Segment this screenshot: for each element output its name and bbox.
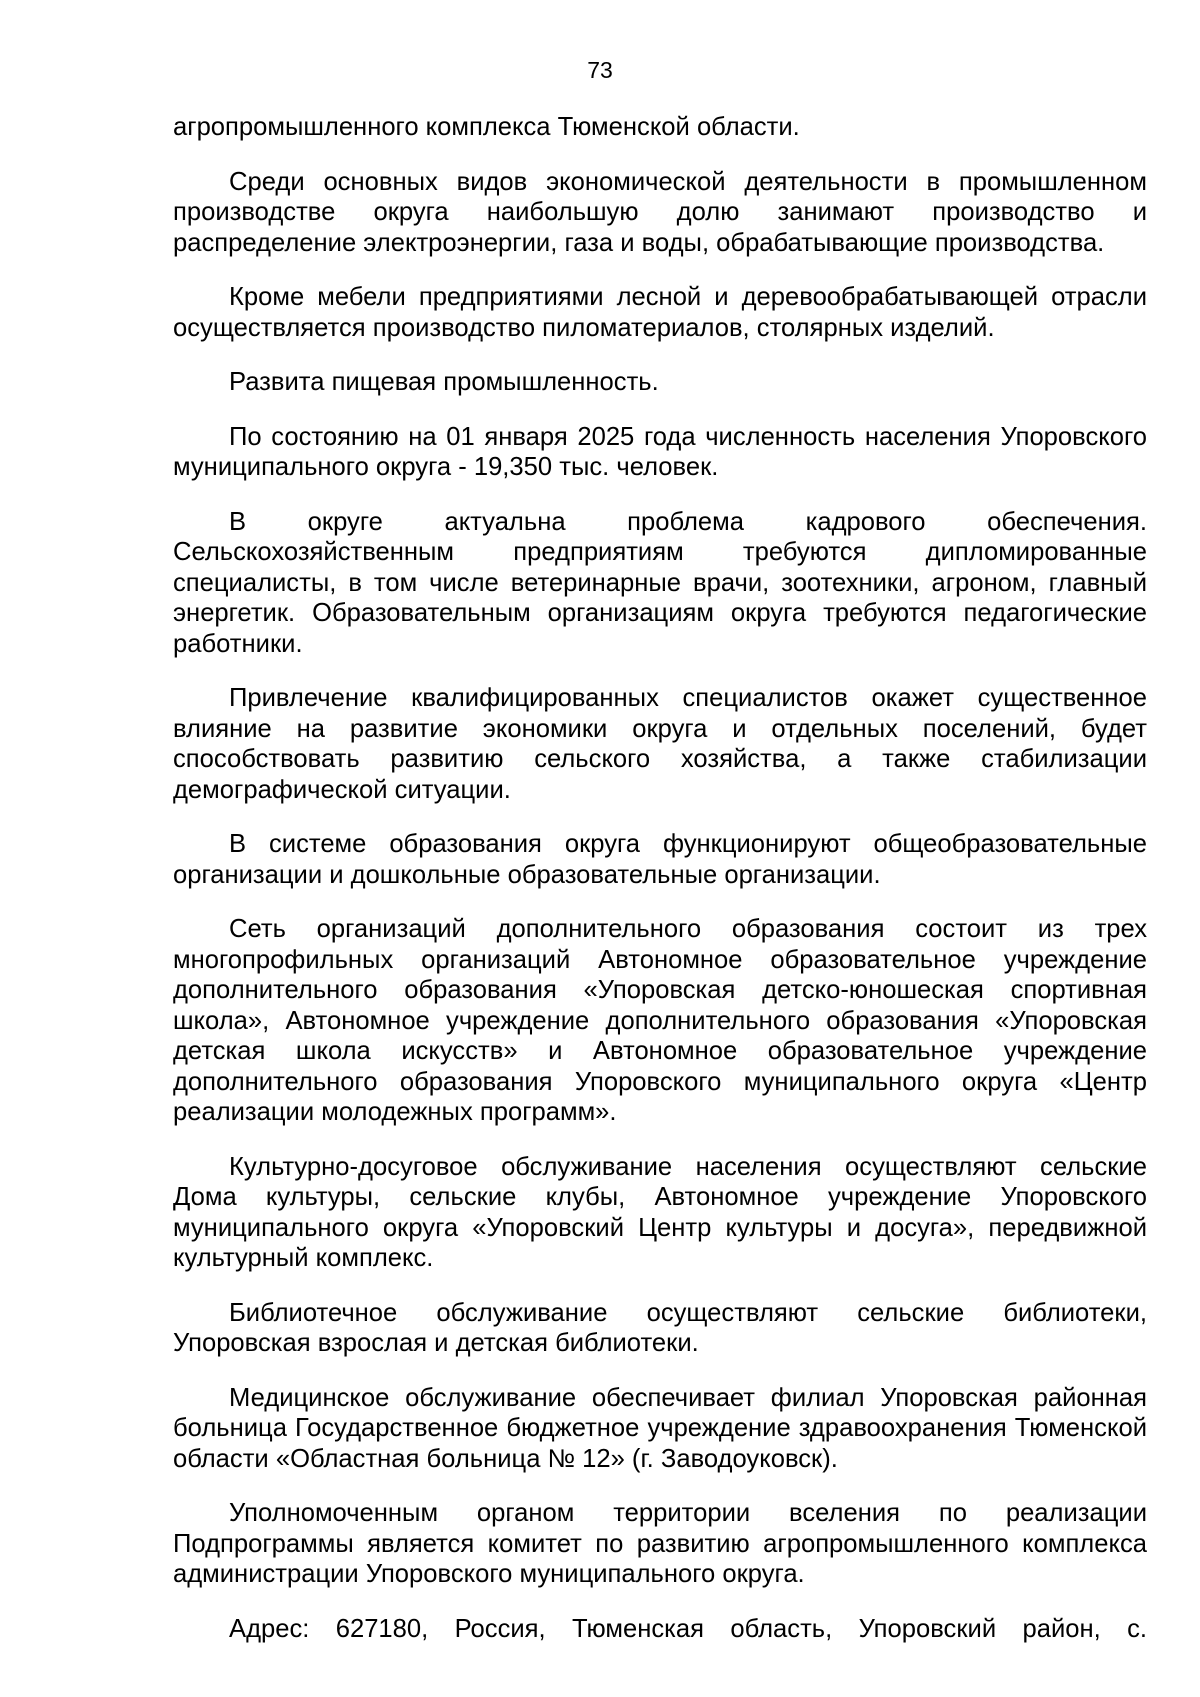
paragraph-authority: Уполномоченным органом территории вселения по реализации Подпрограммы является комитет по развитию агропромышленного комплекса администрации Упоровского муниципального округа.	[173, 1499, 1147, 1588]
paragraph-population: По состоянию на 01 января 2025 года численность населения Упоровского муниципального округа - 19,350 тыс. человек.	[173, 422, 1147, 481]
paragraph-specialists: Привлечение квалифицированных специалистов окажет существенное влияние на развитие экономики округа и отдельных поселений, будет способствовать развитию сельского хозяйства, а также стабилизации демографической ситуации.	[173, 684, 1147, 804]
paragraph-staffing: В округе актуальна проблема кадрового обеспечения. Сельскохозяйственным предприятиям требуются дипломированные специалисты, в том числе ветеринарные врачи, зоотехники, агроном, главный энергетик. Образовательным организациям округа требуются педагогические работники.	[173, 507, 1147, 658]
paragraph-culture: Культурно-досуговое обслуживание населения осуществляют сельские Дома культуры, сельские клубы, Автономное учреждение Упоровского муниципального округа «Упоровский Центр культуры и досуга», передвижной культурный комплекс.	[173, 1152, 1147, 1272]
paragraph-education: В системе образования округа функционируют общеобразовательные организации и дошкольные образовательные организации.	[173, 830, 1147, 889]
paragraph-libraries: Библиотечное обслуживание осуществляют сельские библиотеки, Упоровская взрослая и детская библиотеки.	[173, 1298, 1147, 1357]
paragraph-additional-education: Сеть организаций дополнительного образования состоит из трех многопрофильных организаций Автономное образовательное учреждение дополнительного образования «Упоровская детско-юношеская спортивная школа», Автономное учреждение дополнительного образования «Упоровская детская школа искусств» и Автономное образовательное учреждение дополнительного образования Упоровского муниципального округа «Центр реализации молодежных программ».	[173, 915, 1147, 1126]
paragraph-food-industry: Развита пищевая промышленность.	[229, 368, 659, 396]
paragraph-wood-industry: Кроме мебели предприятиями лесной и деревообрабатывающей отрасли осуществляется производство пиломатериалов, столярных изделий.	[173, 283, 1147, 342]
paragraph-industry: Среди основных видов экономической деятельности в промышленном производстве округа наибольшую долю занимают производство и распределение электроэнергии, газа и воды, обрабатывающие производства.	[173, 167, 1147, 257]
paragraph-address: Адрес: 627180, Россия, Тюменская область, Упоровский район, с.	[229, 1614, 1147, 1643]
paragraph-continuation: агропромышленного комплекса Тюменской области.	[173, 113, 800, 141]
document-body	[173, 112, 1147, 1644]
page-number: 73	[587, 57, 613, 83]
paragraph-medical: Медицинское обслуживание обеспечивает филиал Упоровская районная больница Государственное бюджетное учреждение здравоохранения Тюменской области «Областная больница № 12» (г. Заводоуковск).	[173, 1383, 1147, 1473]
